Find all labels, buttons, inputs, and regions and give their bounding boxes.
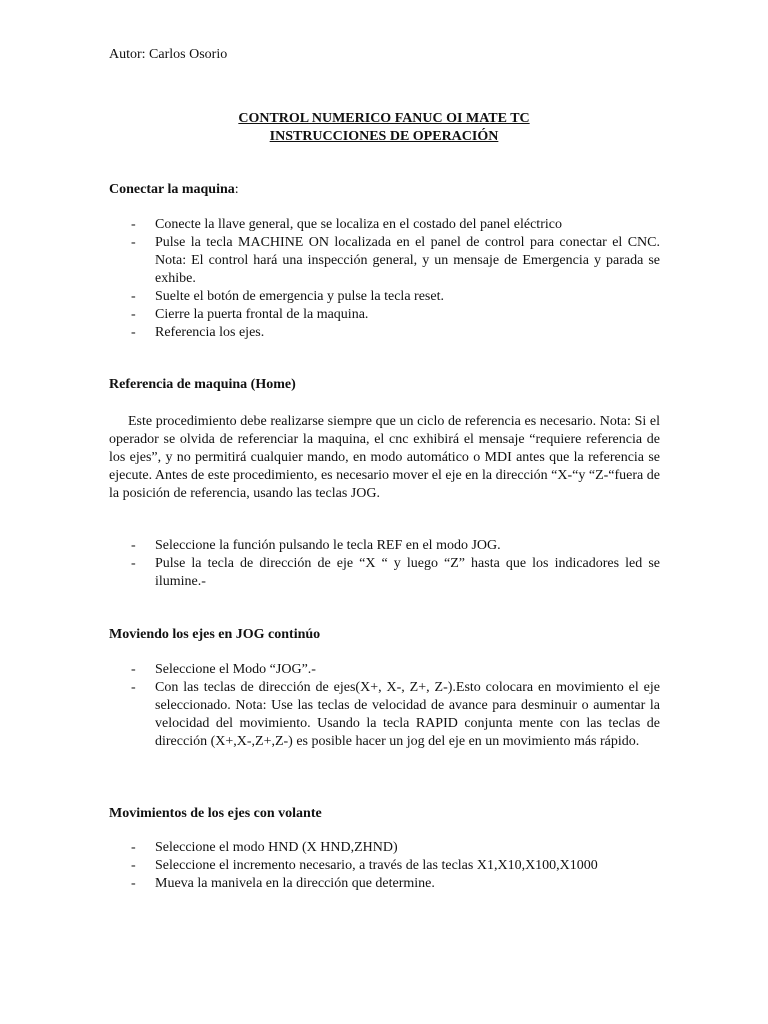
section-heading-referencia: Referencia de maquina (Home) <box>109 377 296 392</box>
list-item: - Suelte el botón de emergencia y pulse la tecla reset. <box>109 288 660 306</box>
section-heading-jog: Moviendo los ejes en JOG continúo <box>109 627 321 642</box>
list-item: - Seleccione el incremento necesario, a través de las teclas X1,X10,X100,X1000 <box>109 857 660 875</box>
section-heading-volante: Movimientos de los ejes con volante <box>109 806 322 821</box>
author-line: Autor: Carlos Osorio <box>109 47 228 62</box>
paragraph-referencia: Este procedimiento debe realizarse siempre que un ciclo de referencia es necesario. Nota: Si el operador se olvida de referenciar la maquina, el cnc exhibirá el mensaje “requiere referencia de los ejes”, y no permitirá cualquier mando, en modo automático o MDI antes que la referencia se ejecute. Antes de este procedimiento, es necesario mover el eje en la dirección “X-“y “Z-“fuera de la posición de referencia, usando las teclas JOG. <box>109 414 660 501</box>
list-item: - Pulse la tecla de dirección de eje “X “ y luego “Z” hasta que los indicadores led se ilumine.- <box>109 555 660 591</box>
list-item: - Seleccione la función pulsando le tecla REF en el modo JOG. <box>109 537 660 555</box>
list-conectar <box>109 216 660 342</box>
title-line-2: INSTRUCCIONES DE OPERACIÓN <box>269 129 499 144</box>
list-volante <box>109 839 660 893</box>
section-heading-conectar: Conectar la maquina: <box>109 182 239 197</box>
title-line-1: CONTROL NUMERICO FANUC OI MATE TC <box>238 111 530 126</box>
list-item: - Pulse la tecla MACHINE ON localizada en el panel de control para conectar el CNC. Nota: El control hará una inspección general, y un mensaje de Emergencia y parada se exhibe. <box>109 234 660 288</box>
document-title <box>0 110 768 146</box>
list-item: - Referencia los ejes. <box>109 324 660 342</box>
list-item: - Conecte la llave general, que se localiza en el costado del panel eléctrico <box>109 216 660 234</box>
list-item: - Con las teclas de dirección de ejes(X+, X-, Z+, Z-).Esto colocara en movimiento el eje seleccionado. Nota: Use las teclas de velocidad de avance para desminuir o aumentar la velocidad del movimiento. Usando la tecla RAPID conjunta mente con las teclas de dirección (X+,X-,Z+,Z-) es posible hacer un jog del eje en un movimiento más rápido. <box>109 679 660 751</box>
list-item: - Seleccione el modo HND (X HND,ZHND) <box>109 839 660 857</box>
list-referencia <box>109 537 660 591</box>
list-item: - Cierre la puerta frontal de la maquina. <box>109 306 660 324</box>
list-jog <box>109 661 660 751</box>
list-item: - Mueva la manivela en la dirección que determine. <box>109 875 660 893</box>
list-item: - Seleccione el Modo “JOG”.- <box>109 661 660 679</box>
